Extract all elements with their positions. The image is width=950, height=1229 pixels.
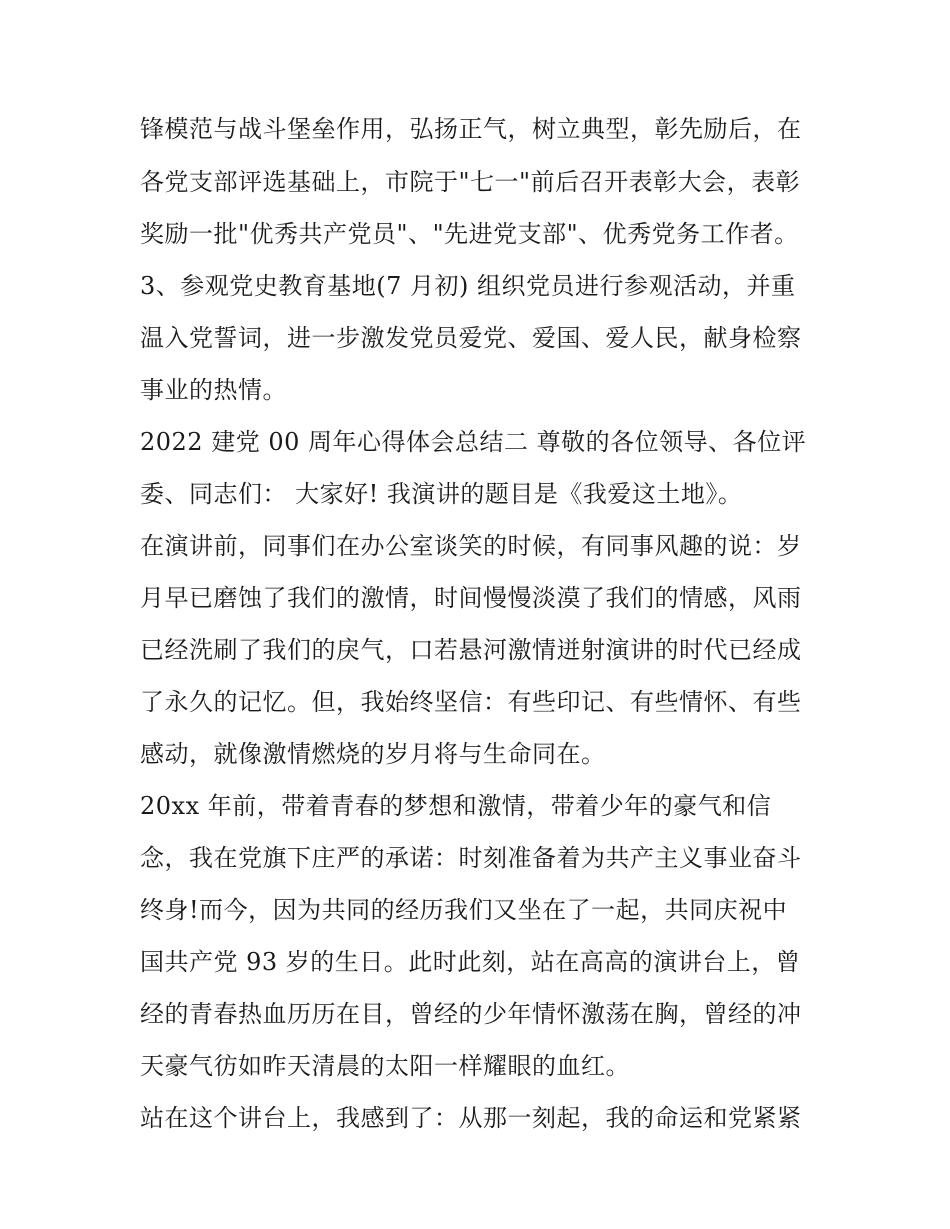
text-line: 委、同志们： 大家好! 我演讲的题目是《我爱这土地》。	[140, 480, 743, 508]
text-line: 经的青春热血历历在目，曾经的少年情怀激荡在胸，曾经的冲	[140, 1000, 802, 1028]
text-line: 念，我在党旗下庄严的承诺：时刻准备着为共产主义事业奋斗	[140, 844, 802, 872]
text-line: 奖励一批"优秀共产党员"、"先进党支部"、优秀党务工作者。	[140, 220, 799, 248]
text-line: 3、参观党史教育基地(7 月初) 组织党员进行参观活动，并重	[140, 272, 796, 300]
text-line: 已经洗刷了我们的戾气，口若悬河激情迸射演讲的时代已经成	[140, 636, 802, 664]
text-line: 国共产党 93 岁的生日。此时此刻，站在高高的演讲台上，曾	[140, 948, 801, 976]
text-line: 各党支部评选基础上，市院于"七一"前后召开表彰大会，表彰	[140, 168, 801, 196]
text-line: 感动，就像激情燃烧的岁月将与生命同在。	[140, 740, 606, 768]
text-line: 20xx 年前，带着青春的梦想和激情，带着少年的豪气和信	[140, 792, 772, 820]
text-line: 天豪气彷如昨天清晨的太阳一样耀眼的血红。	[140, 1052, 630, 1080]
text-line: 终身!而今，因为共同的经历我们又坐在了一起，共同庆祝中	[140, 896, 788, 924]
text-line: 2022 建党 00 周年心得体会总结二 尊敬的各位领导、各位评	[140, 428, 807, 456]
text-line: 月早已磨蚀了我们的激情，时间慢慢淡漠了我们的情感，风雨	[140, 584, 802, 612]
text-line: 站在这个讲台上，我感到了：从那一刻起，我的命运和党紧紧	[140, 1104, 802, 1132]
text-line: 温入党誓词，进一步激发党员爱党、爱国、爱人民，献身检察	[140, 324, 802, 352]
text-line: 锋模范与战斗堡垒作用，弘扬正气，树立典型，彰先励后，在	[140, 115, 802, 143]
text-line: 在演讲前，同事们在办公室谈笑的时候，有同事风趣的说：岁	[140, 532, 802, 560]
text-line: 了永久的记忆。但，我始终坚信：有些印记、有些情怀、有些	[140, 688, 802, 716]
text-line: 事业的热情。	[140, 376, 287, 404]
